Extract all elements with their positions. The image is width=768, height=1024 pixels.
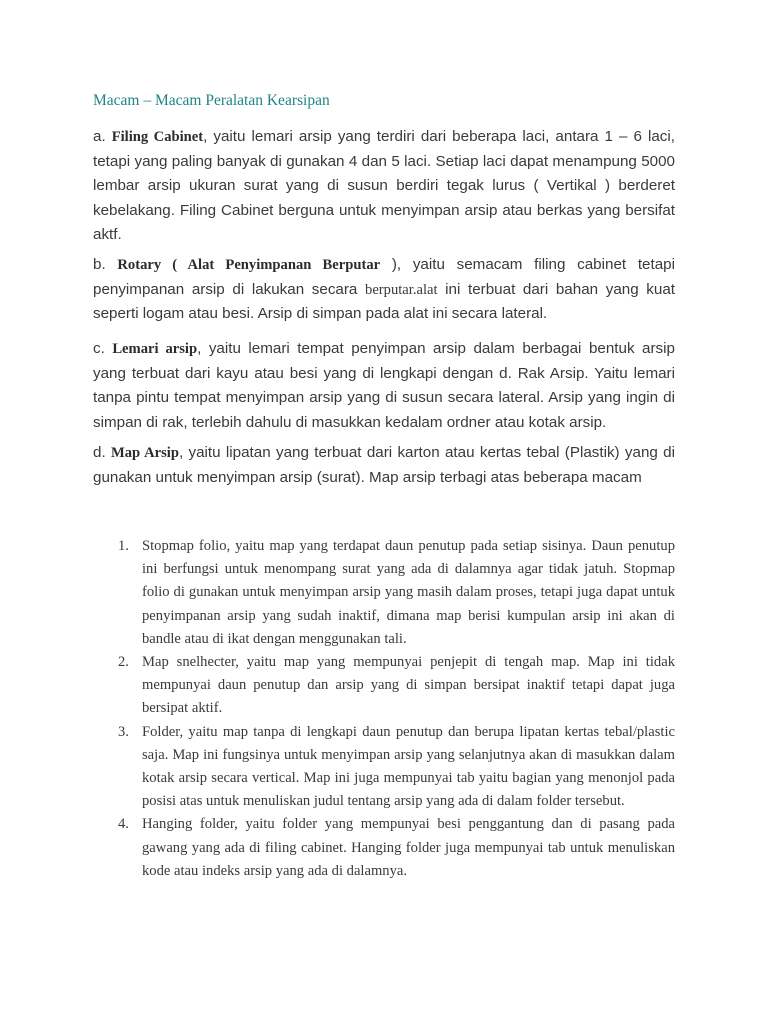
term-lemari-arsip: Lemari arsip bbox=[112, 341, 198, 357]
list-item-number: 1. bbox=[118, 538, 129, 554]
list-item-text: Hanging folder, yaitu folder yang mempunyai besi penggantung dan di pasang pada gawang yang ada di filing cabinet. Hanging folder juga mempunyai tab untuk menuliskan kode atau indeks arsip yang ada di dalamnya. bbox=[142, 816, 675, 879]
paragraph-b-prefix: b. bbox=[93, 256, 118, 273]
list-item-text: Map snelhecter, yaitu map yang mempunyai penjepit di tengah map. Map ini tidak mempunyai daun penutup dan arsip yang di simpan bersipat inaktif tetapi dapat juga bersipat aktif. bbox=[142, 654, 675, 717]
document-heading: Macam – Macam Peralatan Kearsipan bbox=[93, 92, 330, 109]
paragraph-d-prefix: d. bbox=[93, 444, 111, 461]
map-types-list bbox=[118, 535, 675, 883]
paragraph-c-prefix: c. bbox=[93, 340, 113, 357]
paragraph-c-text: , yaitu lemari tempat penyimpan arsip dalam berbagai bentuk arsip yang terbuat dari kayu atau besi yang di lengkapi dengan d. Rak Arsip. Yaitu lemari tanpa pintu tempat menyimpan arsip yang di susun secara lateral. Arsip yang ingin di simpan di rak, terlebih dahulu di masukkan kedalam ordner atau kotak arsip. bbox=[93, 340, 675, 431]
paragraph-b-text-2: ini terbuat dari bahan yang kuat seperti logam atau besi. Arsip di simpan pada alat ini secara lateral. bbox=[93, 280, 675, 322]
paragraph-rotary bbox=[93, 253, 675, 327]
list-item-text: Stopmap folio, yaitu map yang terdapat daun penutup pada setiap sisinya. Daun penutup ini berfungsi untuk menompang surat yang ada di dalamnya agar tidak jatuh. Stopmap folio di gunakan untuk menyimpan arsip yang masih dalam proses, tetapi juga dapat untuk penyimpanan arsip yang sudah inaktif, dimana map berisi kumpulan arsip ini akan di bandle atau di ikat dengan menggunakan tali. bbox=[142, 538, 675, 647]
list-item-number: 3. bbox=[118, 723, 129, 740]
paragraph-lemari-arsip bbox=[93, 337, 675, 435]
list-item-text: Folder, yaitu map tanpa di lengkapi daun penutup dan berupa lipatan kertas tebal/plastic saja. Map ini fungsinya untuk menyimpan arsip yang selanjutnya akan di masukkan dalam kotak arsip secara vertical. Map ini juga mempunyai tab yaitu bagian yang menonjol pada posisi atas untuk menuliskan judul tentang arsip yang ada di dalam folder tersebut. bbox=[142, 723, 675, 810]
term-map-arsip: Map Arsip bbox=[110, 445, 179, 461]
list-item bbox=[118, 651, 675, 721]
paragraph-b-text-1: ), yaitu semacam filing cabinet tetapi penyimpanan arsip di lakukan secara bbox=[93, 256, 675, 298]
list-item bbox=[118, 721, 675, 814]
paragraph-a-prefix: a. bbox=[93, 128, 112, 145]
term-filing-cabinet: Filing Cabinet bbox=[111, 129, 204, 145]
paragraph-map-arsip bbox=[93, 441, 675, 490]
list-item-number: 2. bbox=[118, 654, 129, 671]
term-rotary: Rotary ( Alat Penyimpanan Berputar bbox=[117, 257, 381, 273]
list-item bbox=[118, 813, 675, 883]
paragraph-b-serif-word: berputar.alat bbox=[365, 281, 438, 298]
list-item-number: 4. bbox=[118, 816, 129, 833]
paragraph-filing-cabinet bbox=[93, 125, 675, 248]
paragraph-a-text: , yaitu lemari arsip yang terdiri dari beberapa laci, antara 1 – 6 laci, tetapi yang paling banyak di gunakan 4 dan 5 laci. Setiap laci dapat menampung 5000 lembar arsip ukuran surat yang di susun berdiri tegak lurus ( Vertikal ) berderet kebelakang. Filing Cabinet berguna untuk menyimpan arsip atau berkas yang bersifat aktf. bbox=[93, 128, 675, 243]
paragraph-d-text: , yaitu lipatan yang terbuat dari karton atau kertas tebal (Plastik) yang di gunakan untuk menyimpan arsip (surat). Map arsip terbagi atas beberapa macam bbox=[93, 444, 675, 486]
list-item bbox=[118, 535, 675, 651]
